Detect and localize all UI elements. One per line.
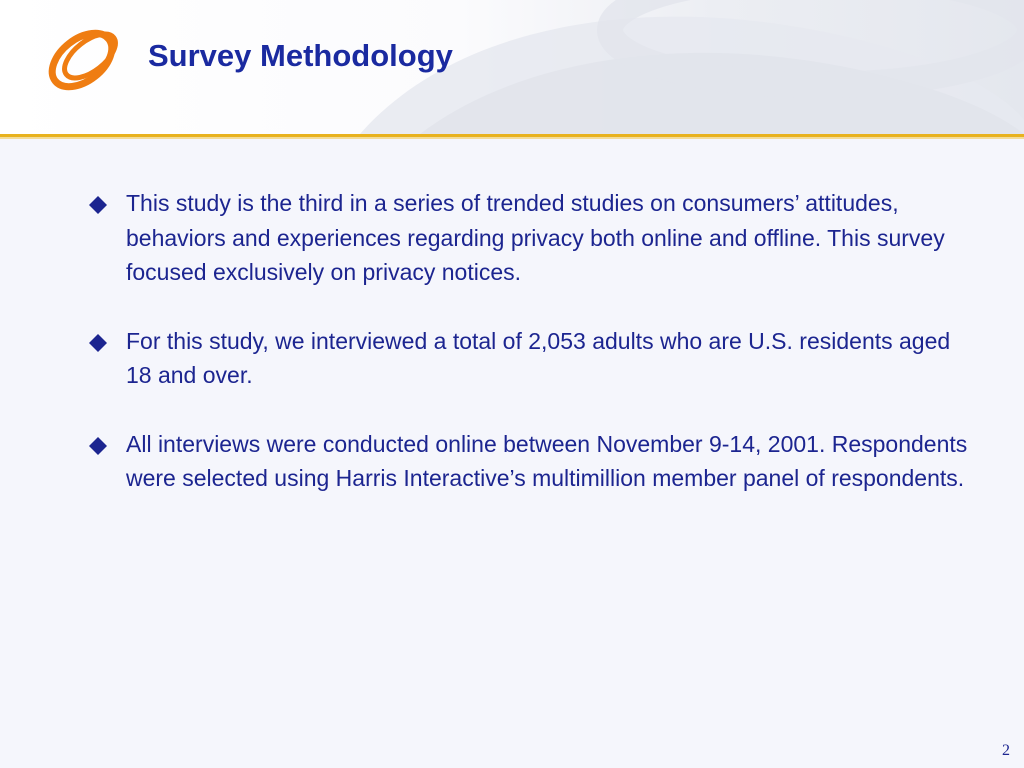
page-number: 2 bbox=[1002, 742, 1010, 759]
diamond-bullet-icon bbox=[88, 333, 108, 353]
bullet-item bbox=[88, 186, 968, 290]
header-divider-shadow bbox=[0, 137, 1024, 139]
bullet-item bbox=[88, 324, 968, 393]
orbit-rings-logo-icon bbox=[36, 18, 132, 100]
slide-header bbox=[0, 0, 1024, 134]
bullet-item bbox=[88, 427, 968, 496]
diamond-bullet-icon bbox=[88, 195, 108, 215]
bullet-text: This study is the third in a series of trended studies on consumers’ attitudes, behaviors and experiences regarding privacy both online and offline. This survey focused exclusively on privacy notices. bbox=[126, 190, 945, 285]
diamond-bullet-icon bbox=[88, 436, 108, 456]
bullet-list bbox=[88, 186, 968, 496]
bullet-text: All interviews were conducted online between November 9-14, 2001. Respondents were selected using Harris Interactive’s multimillion member panel of respondents. bbox=[126, 430, 968, 491]
bullet-text: For this study, we interviewed a total of 2,053 adults who are U.S. residents aged 18 and over. bbox=[126, 327, 951, 388]
slide-title: Survey Methodology bbox=[148, 38, 453, 73]
